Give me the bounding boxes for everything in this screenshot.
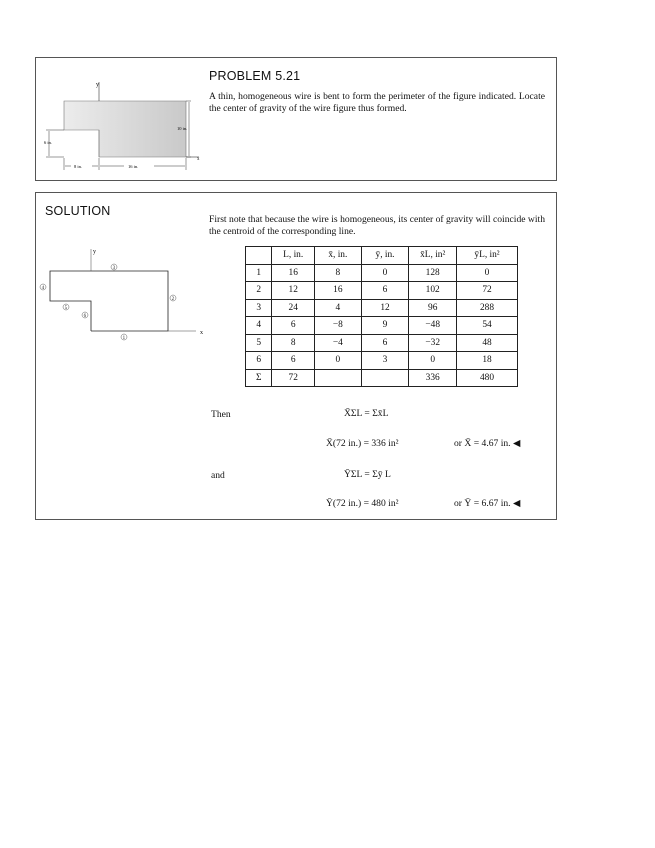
table-cell: 480 [457,369,518,387]
wire-outline [50,271,168,331]
then-word: Then [211,409,231,420]
table-row [246,352,518,370]
problem-heading: PROBLEM 5.21 [209,69,301,83]
table-header-row [246,247,518,265]
table-cell: 72 [457,282,518,300]
table-row [246,369,518,387]
table-cell: 6 [361,282,409,300]
table-cell: −8 [315,317,362,335]
table-cell: 336 [409,369,457,387]
table-cell: 12 [272,282,315,300]
answer-1: or X̄ = 4.67 in. ◀ [454,438,521,449]
header-cell: x̄L, in² [409,247,457,265]
table-cell: 18 [457,352,518,370]
table-cell: 54 [457,317,518,335]
table-cell: Σ [246,369,272,387]
equation-2: X̄(72 in.) = 336 in² [326,438,399,449]
segment-label-6: 6 [83,313,87,319]
table-cell: 128 [409,264,457,282]
table-cell: 12 [361,299,409,317]
table-cell: 16 [272,264,315,282]
table-cell: 3 [361,352,409,370]
and-word: and [211,470,225,481]
table-row [246,282,518,300]
segment-label-4: 4 [41,285,45,291]
table-cell: 4 [246,317,272,335]
table-cell: 8 [272,334,315,352]
problem-shape [64,101,186,157]
table-cell: 24 [272,299,315,317]
equation-1: X̄ΣL = Σx̄L [344,408,389,419]
table-cell: −32 [409,334,457,352]
table-cell: 0 [457,264,518,282]
solution-panel [35,192,557,520]
table-cell: 102 [409,282,457,300]
equation-3: ȲΣL = Σȳ L [344,469,391,480]
segment-label-3: 3 [112,265,116,271]
solution-intro: First note that because the wire is homogeneous, its center of gravity will coincide with the centroid of the corresponding line. [209,214,545,237]
table-cell: 5 [246,334,272,352]
solution-heading: SOLUTION [45,204,111,218]
header-cell: ȳL, in² [457,247,518,265]
table-cell: 288 [457,299,518,317]
equation-4: Ȳ(72 in.) = 480 in² [326,498,399,509]
segment-label-5: 5 [64,305,68,311]
table-row [246,334,518,352]
problem-dim-left: 6 in. [44,140,53,145]
problem-figure [36,58,211,180]
answer-2: or Ȳ = 6.67 in. ◀ [454,498,521,509]
table-cell: 4 [315,299,362,317]
header-cell: x̄, in. [315,247,362,265]
solution-figure [36,193,211,353]
problem-dim-bottom-right: 16 in. [128,164,139,169]
problem-x-label: x [197,157,200,162]
table-cell: −4 [315,334,362,352]
table-cell: 6 [246,352,272,370]
table-cell: 48 [457,334,518,352]
table-cell: 96 [409,299,457,317]
header-cell [246,247,272,265]
problem-y-label: y [96,82,99,88]
table-cell: 16 [315,282,362,300]
table-row [246,299,518,317]
table-cell: 1 [246,264,272,282]
table-cell: 0 [409,352,457,370]
solution-y-label: y [93,249,96,255]
segment-label-1: 1 [122,335,126,341]
table-cell: −48 [409,317,457,335]
table-row [246,264,518,282]
table-cell: 3 [246,299,272,317]
table-cell: 8 [315,264,362,282]
table-cell: 72 [272,369,315,387]
problem-dim-height: 10 in. [177,126,188,131]
table-cell: 0 [315,352,362,370]
table-cell: 9 [361,317,409,335]
header-cell: ȳ, in. [361,247,409,265]
table-cell [315,369,362,387]
table-cell: 6 [272,352,315,370]
table-cell: 0 [361,264,409,282]
table-cell: 2 [246,282,272,300]
table-body [246,264,518,387]
table-cell: 6 [272,317,315,335]
problem-dim-bottom-left: 8 in. [74,164,83,169]
segment-label-2: 2 [171,296,175,302]
table-row [246,317,518,335]
problem-statement: A thin, homogeneous wire is bent to form the perimeter of the figure indicated. Locate the center of gravity of the wire figure thus formed. [209,91,545,114]
table-cell [361,369,409,387]
table-cell: 6 [361,334,409,352]
centroid-table [245,246,518,387]
problem-panel [35,57,557,181]
solution-x-label: x [200,330,203,336]
header-cell: L, in. [272,247,315,265]
